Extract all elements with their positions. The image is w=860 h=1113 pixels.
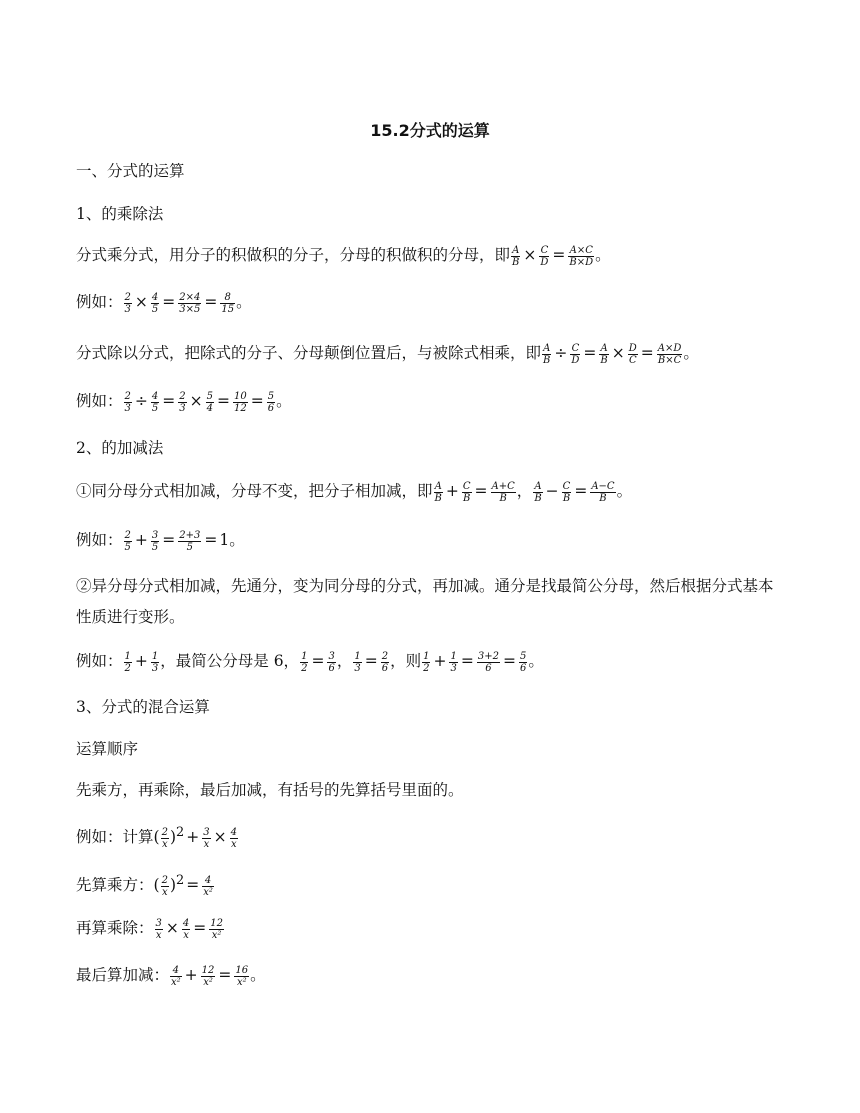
subsection-heading: 1、的乘除法 xyxy=(76,205,164,223)
step-multiply: 再算乘除： $\frac{3}{x}$ × $\frac{4}{x}$ = $\frac{12}{\text{x²}}$ xyxy=(76,917,223,941)
subsection-heading: 2、的加减法 xyxy=(76,439,164,457)
step-add: 最后算加减： $\frac{4}{\text{x²}}$ + $\frac{12}{\text{x²}}$ = $\frac{16}{\text{x²}}$ 。 xyxy=(76,964,266,988)
mixed-example: 例如：计算( $\frac{2}{x}$ )$^2$ + $\frac{3}{x}$ × $\frac{4}{x}$ xyxy=(76,825,237,850)
order-title: 运算顺序 xyxy=(76,740,139,758)
subsection-heading: 3、分式的混合运算 xyxy=(76,698,210,716)
lcd-example: 例如： $\frac{1}{2}$ + $\frac{1}{3}$ ，最简公分母是 6， $\frac{1}{2}$ = $\frac{3}{6}$ ， $\frac{1}{3}$ = $\frac{2}{6}$ ，则 $\frac{1}{2}$ + $\frac{1}{3}$ = $\frac{3+2}{6}$ = $\frac{5}{6}$ 。 xyxy=(76,650,544,674)
multiplication-rule: 分式乘分式，用分子的积做积的分子，分母的积做积的分母，即 $\frac{A}{B}$ × $\frac{C}{D}$ = $\frac{A\times C}{B\times D}$ 。 xyxy=(76,244,611,268)
step-power: 先算乘方：( $\frac{2}{x}$ )$^2$ = $\frac{4}{\text{x²}}$ xyxy=(76,873,213,898)
order-rule: 先乘方，再乘除，最后加减，有括号的先算括号里面的。 xyxy=(76,781,464,799)
addition-example: 例如： $\frac{2}{5}$ + $\frac{3}{5}$ = $\frac{2+3}{5}$ = 1。 xyxy=(76,529,245,553)
division-example: 例如： $\frac{2}{3}$ ÷ $\frac{4}{5}$ = $\frac{2}{3}$ × $\frac{5}{4}$ = $\frac{10}{12}$ = $\frac{5}{6}$ 。 xyxy=(76,390,292,414)
division-rule: 分式除以分式，把除式的分子、分母颠倒位置后，与被除式相乘，即 $\frac{A}{B}$ ÷ $\frac{C}{D}$ = $\frac{A}{B}$ × $\frac{D}{C}$ = $\frac{A\times D}{B\times C}$ 。 xyxy=(76,342,699,366)
multiplication-example: 例如： $\frac{2}{3}$ × $\frac{4}{5}$ = $\frac{2\times 4}{3\times 5}$ = $\frac{8}{15}$ 。 xyxy=(76,291,252,315)
section-heading: 一、分式的运算 xyxy=(76,162,185,180)
page-title: 15.2分式的运算 xyxy=(370,121,490,140)
different-denominator-rule: ②异分母分式相加减，先通分，变为同分母的分式，再加减。通分是找最简公分母，然后根据分式基本性质进行变形。 xyxy=(76,577,774,626)
same-denominator-rule: ①同分母分式相加减，分母不变，把分子相加减，即 $\frac{A}{B}$ + $\frac{C}{B}$ = $\frac{A+C}{B}$ ， $\frac{A}{B}$ − $\frac{C}{B}$ = $\frac{A-C}{B}$ 。 xyxy=(76,480,633,504)
